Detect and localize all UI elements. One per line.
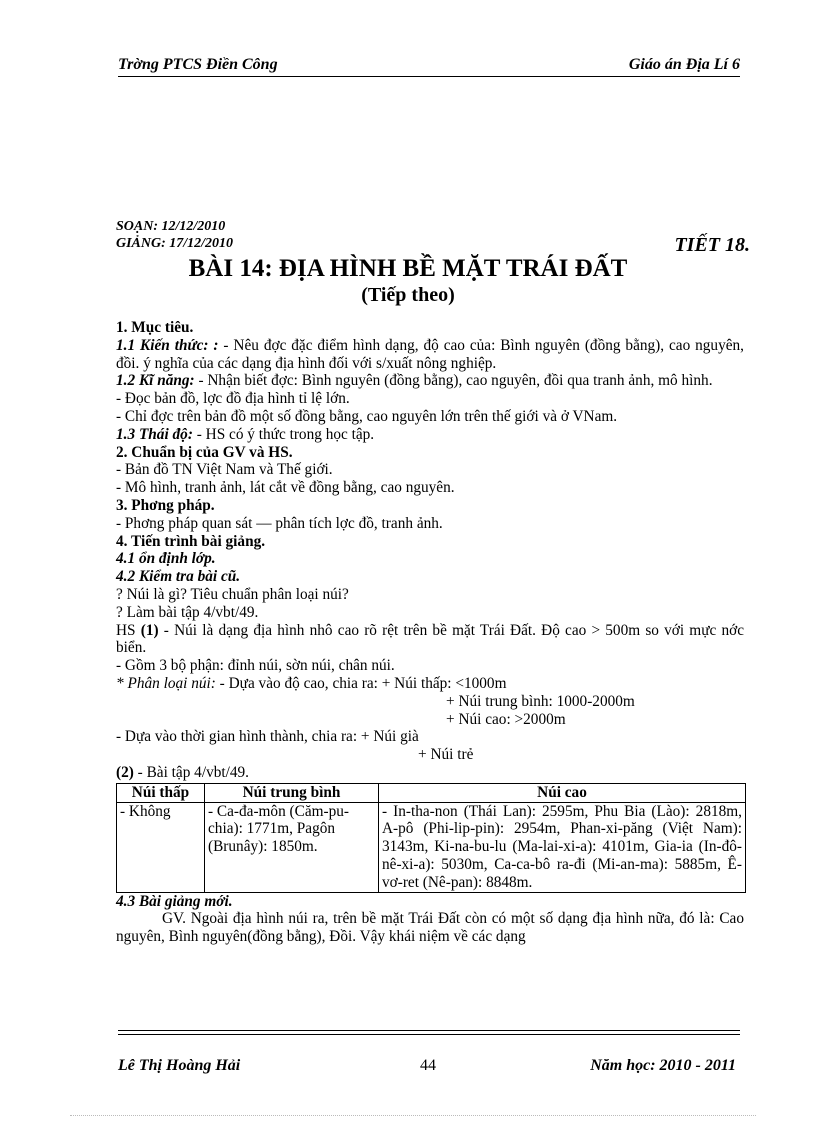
prep-line-2: - Mô hình, tranh ảnh, lát cắt về đồng bằng, cao nguyên. <box>116 479 455 497</box>
subsection-4-3: 4.3 Bài giảng mới. <box>116 892 233 910</box>
footer-rule-bottom <box>118 1034 740 1035</box>
subsection-4-2: 4.2 Kiểm tra bài cũ. <box>116 568 241 586</box>
knowledge-label: 1.1 Kiến thức: : <box>116 336 219 354</box>
question-1: ? Núi là gì? Tiêu chuẩn phân loại núi? <box>116 585 349 603</box>
table-cell-medium: - Ca-đa-môn (Căm-pu-chia): 1771m, Pagôn (Brunây): 1850m. <box>205 802 379 892</box>
page-number: 44 <box>420 1057 436 1074</box>
mountain-parts: - Gồm 3 bộ phận: đỉnh núi, sờn núi, chân núi. <box>116 657 395 675</box>
prep-line-1: - Bản đồ TN Việt Nam và Thế giới. <box>116 461 333 479</box>
table-row <box>117 802 746 892</box>
young-mountain-line: + Núi trẻ <box>418 746 474 764</box>
classification-line <box>116 675 744 693</box>
table-header-medium: Núi trung bình <box>205 783 379 802</box>
skills-paragraph <box>116 372 744 390</box>
age-classification-line: - Dựa vào thời gian hình thành, chia ra: + Núi già <box>116 728 419 746</box>
skills-text: - Nhận biết đợc: Bình nguyên (đồng bằng), cao nguyên, đồi qua tranh ảnh, mô hình. <box>194 372 713 390</box>
section-3-heading: 3. Phơng pháp. <box>116 496 215 514</box>
answer-1-text: - Núi là dạng địa hình nhô cao rõ rệt trên bề mặt Trái Đất. Độ cao > 500m so với mực nớc biển. <box>116 621 744 657</box>
answer-2-number: (2) <box>116 763 134 781</box>
header-school: Trờng PTCS Điền Công <box>118 56 278 73</box>
hs-label: HS <box>116 621 141 639</box>
knowledge-paragraph <box>116 337 744 373</box>
table-header-high: Núi cao <box>379 783 746 802</box>
table-header-row <box>117 783 746 802</box>
high-mountain-line: + Núi cao: >2000m <box>446 710 566 728</box>
attitude-text: - HS có ý thức trong học tập. <box>192 425 375 443</box>
classification-text: - Dựa vào độ cao, chia ra: + Núi thấp: <1000m <box>215 674 507 692</box>
section-4-heading: 4. Tiến trình bài giảng. <box>116 532 266 550</box>
bottom-dotted-line <box>70 1115 756 1116</box>
footer-year: Năm học: 2010 - 2011 <box>590 1057 736 1074</box>
answer-1-number: (1) <box>140 621 159 639</box>
giang-date: GIẢNG: 17/12/2010 <box>116 236 234 251</box>
footer-rule-top <box>118 1030 740 1031</box>
skills-label: 1.2 Kĩ năng: <box>116 372 195 390</box>
question-2: ? Làm bài tập 4/vbt/49. <box>116 603 259 621</box>
footer-author: Lê Thị Hoàng Hải <box>118 1057 241 1074</box>
attitude-label: 1.3 Thái độ: <box>116 425 193 443</box>
section-1-heading: 1. Mục tiêu. <box>116 319 194 336</box>
classification-label: * Phân loại núi: <box>116 674 216 692</box>
new-lesson-paragraph: GV. Ngoài địa hình núi ra, trên bề mặt Trái Đất còn có một số dạng địa hình nữa, đó là: Cao nguyên, Bình nguyên(đồng bằng), Đồi. Vậy khái niệm về các dạng <box>116 910 744 946</box>
skills-line-3: - Chỉ đợc trên bản đồ một số đồng bằng, cao nguyên lớn trên thế giới và ở VNam. <box>116 407 618 425</box>
lesson-subtitle: (Tiếp theo) <box>361 284 455 306</box>
exercise-text: - Bài tập 4/vbt/49. <box>133 763 249 781</box>
mountain-table <box>116 783 746 893</box>
skills-line-2: - Đọc bản đồ, lợc đồ địa hình tỉ lệ lớn. <box>116 390 350 408</box>
header-rule <box>118 76 740 77</box>
table-cell-high: - In-tha-non (Thái Lan): 2595m, Phu Bia (Lào): 2818m, A-pô (Phi-lip-pin): 2954m, Phan-xi-păng (Việt Nam): 3143m, Ki-na-bu-lu (Ma-lai-xi-a): 4101m, Gia-ia (In-đô-nê-xi-a): 5030m, Ca-ca-bô ra-đi (Mi-an-ma): 5885m, Ê-vơ-ret (Nê-pan): 8848m. <box>379 802 746 892</box>
medium-mountain-line: + Núi trung bình: 1000-2000m <box>446 692 635 710</box>
answer-1 <box>116 622 744 658</box>
exercise-line <box>116 764 744 782</box>
table-header-low: Núi thấp <box>117 783 205 802</box>
lesson-body <box>116 319 744 946</box>
attitude-paragraph <box>116 426 744 444</box>
lesson-title: BÀI 14: ĐỊA HÌNH BỀ MẶT TRÁI ĐẤT <box>188 255 628 282</box>
method-line: - Phơng pháp quan sát — phân tích lợc đồ, tranh ảnh. <box>116 514 443 532</box>
knowledge-text: - Nêu đợc đặc điểm hình dạng, độ cao của: Bình nguyên (đồng bằng), cao nguyên, đồi. ý nghĩa của các dạng địa hình đối với s/xuất nông nghiệp. <box>116 336 744 372</box>
header-subject: Giáo án Địa Lí 6 <box>628 56 740 73</box>
lesson-number: TIẾT 18. <box>674 234 750 256</box>
table-cell-low: - Không <box>117 802 205 892</box>
subsection-4-1: 4.1 ổn định lớp. <box>116 550 216 568</box>
soan-date: SOẠN: 12/12/2010 <box>116 219 226 234</box>
section-2-heading: 2. Chuẩn bị của GV và HS. <box>116 443 293 461</box>
page-header <box>118 52 740 76</box>
